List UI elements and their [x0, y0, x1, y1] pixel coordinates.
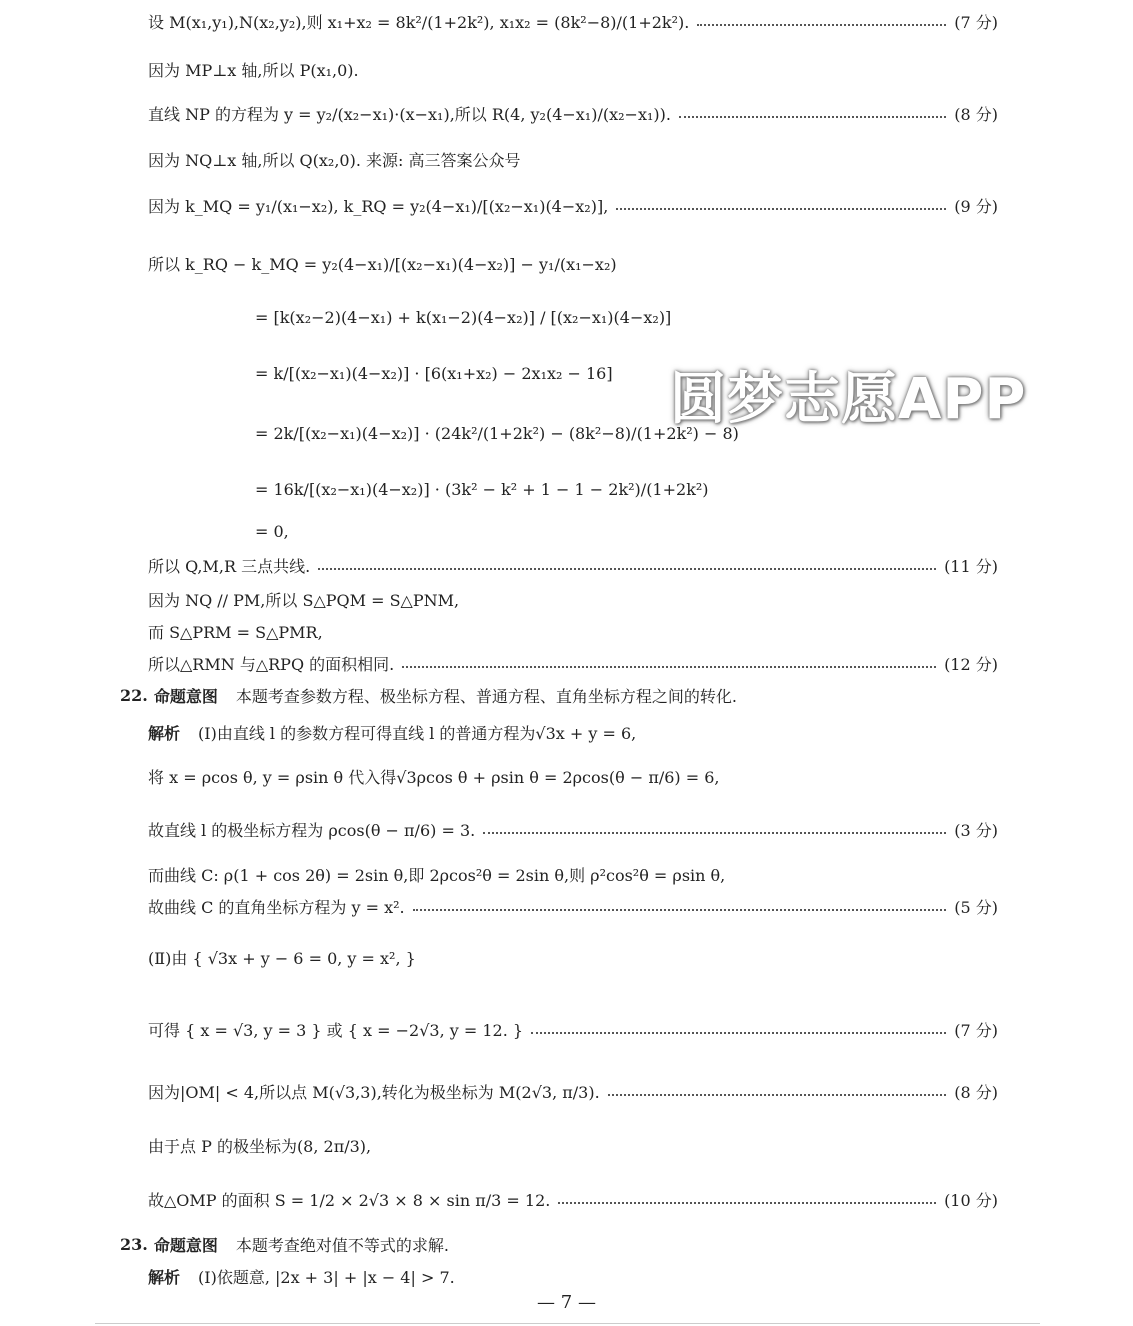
dot-leader	[558, 1202, 936, 1204]
dot-leader	[402, 666, 936, 668]
question-23-intent: 23. 命题意图 本题考查绝对值不等式的求解.	[120, 1235, 449, 1255]
line-area-result: 故△OMP 的面积 S = 1/2 × 2√3 × 8 × sin π/3 = 12. (10 分)	[148, 1188, 998, 1211]
line-solutions: 可得 { x = √3, y = 3 } 或 { x = −2√3, y = 12. } (7 分)	[148, 1018, 998, 1041]
line-point-m-polar: 因为|OM| < 4,所以点 M(√3,3),转化为极坐标为 M(2√3, π/3). (8 分)	[148, 1080, 998, 1103]
section-tag: 命题意图	[153, 1236, 218, 1255]
line-point-q: 因为 NQ⊥x 轴,所以 Q(x₂,0). 来源: 高三答案公众号	[148, 151, 521, 170]
question-number: 23.	[120, 1235, 148, 1254]
line-substitution: 将 x = ρcos θ, y = ρsin θ 代入得√3ρcos θ + ρsin θ = 2ρcos(θ − π/6) = 6,	[148, 768, 720, 787]
dot-leader	[616, 208, 946, 210]
line-q22-part2: (Ⅱ)由 { √3x + y − 6 = 0, y = x², }	[148, 949, 416, 968]
dot-leader	[531, 1032, 946, 1034]
score-mark: (11 分)	[944, 557, 998, 576]
dot-leader	[697, 24, 946, 26]
dot-leader	[608, 1094, 947, 1096]
dot-leader	[318, 568, 936, 570]
question-22-intent: 22. 命题意图 本题考查参数方程、极坐标方程、普通方程、直角坐标方程之间的转化.	[120, 686, 737, 706]
line-q22-part1: 解析 (Ⅰ)由直线 l 的参数方程可得直线 l 的普通方程为√3x + y = 6,	[148, 721, 998, 744]
line-derivation-step: = 2k/[(x₂−x₁)(4−x₂)] · (24k²/(1+2k²) − (8k²−8)/(1+2k²) − 8)	[255, 424, 739, 443]
dot-leader	[679, 116, 946, 118]
dot-leader	[413, 909, 947, 911]
line-curve-c: 而曲线 C: ρ(1 + cos 2θ) = 2sin θ,即 2ρcos²θ = 2sin θ,则 ρ²cos²θ = ρsin θ,	[148, 866, 726, 885]
score-mark: (5 分)	[954, 898, 998, 917]
line-q23-part1: 解析 (Ⅰ)依题意, |2x + 3| + |x − 4| > 7.	[148, 1265, 998, 1288]
line-sum-product: 设 M(x₁,y₁),N(x₂,y₂),则 x₁+x₂ = 8k²/(1+2k²), x₁x₂ = (8k²−8)/(1+2k²). (7 分)	[148, 10, 998, 33]
line-conclusion: 所以△RMN 与△RPQ 的面积相同. (12 分)	[148, 652, 998, 675]
line-derivation-step: = [k(x₂−2)(4−x₁) + k(x₁−2)(4−x₂)] / [(x₂−x₁)(4−x₂)]	[255, 308, 672, 327]
line-cartesian: 故曲线 C 的直角坐标方程为 y = x². (5 分)	[148, 895, 998, 918]
section-tag: 解析	[148, 724, 181, 743]
score-mark: (12 分)	[944, 655, 998, 674]
score-mark: (9 分)	[954, 197, 998, 216]
line-point-p-polar: 由于点 P 的极坐标为(8, 2π/3),	[148, 1137, 372, 1156]
line-polar-equation: 故直线 l 的极坐标方程为 ρcos(θ − π/6) = 3. (3 分)	[148, 818, 998, 841]
line-parallel: 因为 NQ // PM,所以 S△PQM = S△PNM,	[148, 591, 460, 610]
bottom-rule	[95, 1323, 1040, 1324]
line-derivation-step: = 16k/[(x₂−x₁)(4−x₂)] · (3k² − k² + 1 − 1 − 2k²)/(1+2k²)	[255, 480, 709, 499]
section-tag: 解析	[148, 1268, 181, 1287]
line-derivation-result: = 0,	[255, 522, 289, 541]
line-slope-difference: 所以 k_RQ − k_MQ = y₂(4−x₁)/[(x₂−x₁)(4−x₂)] − y₁/(x₁−x₂)	[148, 255, 617, 274]
score-mark: (10 分)	[944, 1191, 998, 1210]
score-mark: (8 分)	[954, 105, 998, 124]
line-slopes: 因为 k_MQ = y₁/(x₁−x₂), k_RQ = y₂(4−x₁)/[(x₂−x₁)(4−x₂)], (9 分)	[148, 194, 998, 217]
question-number: 22.	[120, 686, 148, 705]
score-mark: (7 分)	[954, 1021, 998, 1040]
score-mark: (3 分)	[954, 821, 998, 840]
score-mark: (7 分)	[954, 13, 998, 32]
dot-leader	[483, 832, 946, 834]
line-np-equation: 直线 NP 的方程为 y = y₂/(x₂−x₁)·(x−x₁),所以 R(4, y₂(4−x₁)/(x₂−x₁)). (8 分)	[148, 102, 998, 125]
line-area-equal: 而 S△PRM = S△PMR,	[148, 623, 323, 642]
score-mark: (8 分)	[954, 1083, 998, 1102]
line-collinear: 所以 Q,M,R 三点共线. (11 分)	[148, 554, 998, 577]
app-watermark: 圆梦志愿APP	[670, 367, 1027, 432]
page-number: — 7 —	[537, 1292, 596, 1313]
line-derivation-step: = k/[(x₂−x₁)(4−x₂)] · [6(x₁+x₂) − 2x₁x₂ − 16]	[255, 364, 613, 383]
line-point-p: 因为 MP⊥x 轴,所以 P(x₁,0).	[148, 61, 359, 80]
section-tag: 命题意图	[153, 687, 218, 706]
